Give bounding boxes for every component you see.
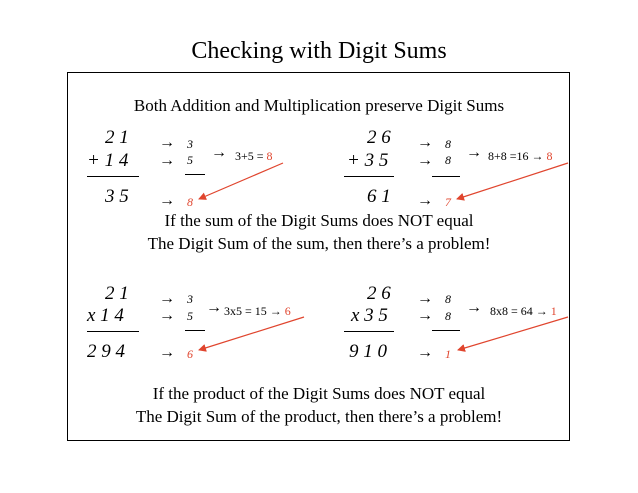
bottom-operand: x 1 4: [87, 305, 124, 326]
arrow-icon: →: [417, 344, 433, 361]
digit-sum-result: 7: [445, 195, 451, 209]
arrow-icon: →: [466, 299, 482, 316]
addition-note-line-2: The Digit Sum of the sum, then there’s a problem!: [147, 234, 491, 253]
arrow-icon: →: [206, 299, 222, 316]
top-operand: 2 1: [105, 283, 129, 304]
equation-result: 6: [284, 304, 291, 318]
equation-text: 8+8 =16 →: [488, 149, 547, 163]
arrow-icon: →: [466, 144, 482, 161]
arrow-icon: →: [417, 290, 433, 307]
digit-sum-bottom: 8: [445, 309, 451, 323]
arrow-icon: →: [159, 344, 175, 361]
result: 6 1: [367, 186, 391, 207]
pointer-arrow-3: [199, 317, 304, 350]
digit-sum-top: 8: [445, 292, 451, 306]
pointer-arrow-4: [458, 317, 568, 350]
arrow-icon: →: [159, 192, 175, 209]
result: 9 1 0: [349, 341, 387, 362]
top-operand: 2 6: [367, 283, 391, 304]
arrow-icon: →: [159, 134, 175, 151]
digit-sum-bottom: 5: [187, 153, 193, 167]
equation-result: 8: [546, 149, 553, 163]
addition-note-line-1: If the sum of the Digit Sums does NOT equal: [164, 211, 474, 230]
bottom-operand: + 3 5: [347, 150, 389, 171]
equation-text: 8x8 = 64 →: [490, 304, 551, 318]
equation-text: 3+5 =: [235, 149, 267, 163]
top-operand: 2 6: [367, 127, 391, 148]
page-title: Checking with Digit Sums: [191, 38, 447, 64]
equation-result: 8: [266, 149, 273, 163]
digit-sum-top: 3: [187, 137, 193, 151]
arrow-icon: →: [417, 307, 433, 324]
equation-result: 1: [550, 304, 557, 318]
pointer-arrow-1: [199, 163, 283, 199]
arrow-icon: →: [159, 290, 175, 307]
digit-sum-result: 1: [445, 347, 451, 361]
top-operand: 2 1: [105, 127, 129, 148]
arrow-icon: →: [417, 134, 433, 151]
result: 2 9 4: [87, 341, 125, 362]
pointer-arrow-2: [457, 163, 568, 199]
digit-sum-result: 8: [187, 195, 193, 209]
arrow-icon: →: [159, 307, 175, 324]
arrow-icon: →: [159, 152, 175, 169]
multiplication-note-line-2: The Digit Sum of the product, then there’s a problem!: [135, 407, 503, 426]
digit-sum-bottom: 8: [445, 153, 451, 167]
bottom-operand: x 3 5: [351, 305, 388, 326]
digit-sum-top: 3: [187, 292, 193, 306]
digit-sum-top: 8: [445, 137, 451, 151]
equation-text: 3x5 = 15 →: [224, 304, 285, 318]
result: 3 5: [105, 186, 129, 207]
bottom-operand: + 1 4: [87, 150, 129, 171]
arrow-icon: →: [211, 144, 227, 161]
multiplication-note-line-1: If the product of the Digit Sums does NOT equal: [152, 384, 486, 403]
digit-sum-bottom: 5: [187, 309, 193, 323]
digit-sum-result: 6: [187, 347, 193, 361]
arrow-icon: →: [417, 192, 433, 209]
subtitle: Both Addition and Multiplication preserve Digit Sums: [133, 96, 505, 115]
arrow-icon: →: [417, 152, 433, 169]
